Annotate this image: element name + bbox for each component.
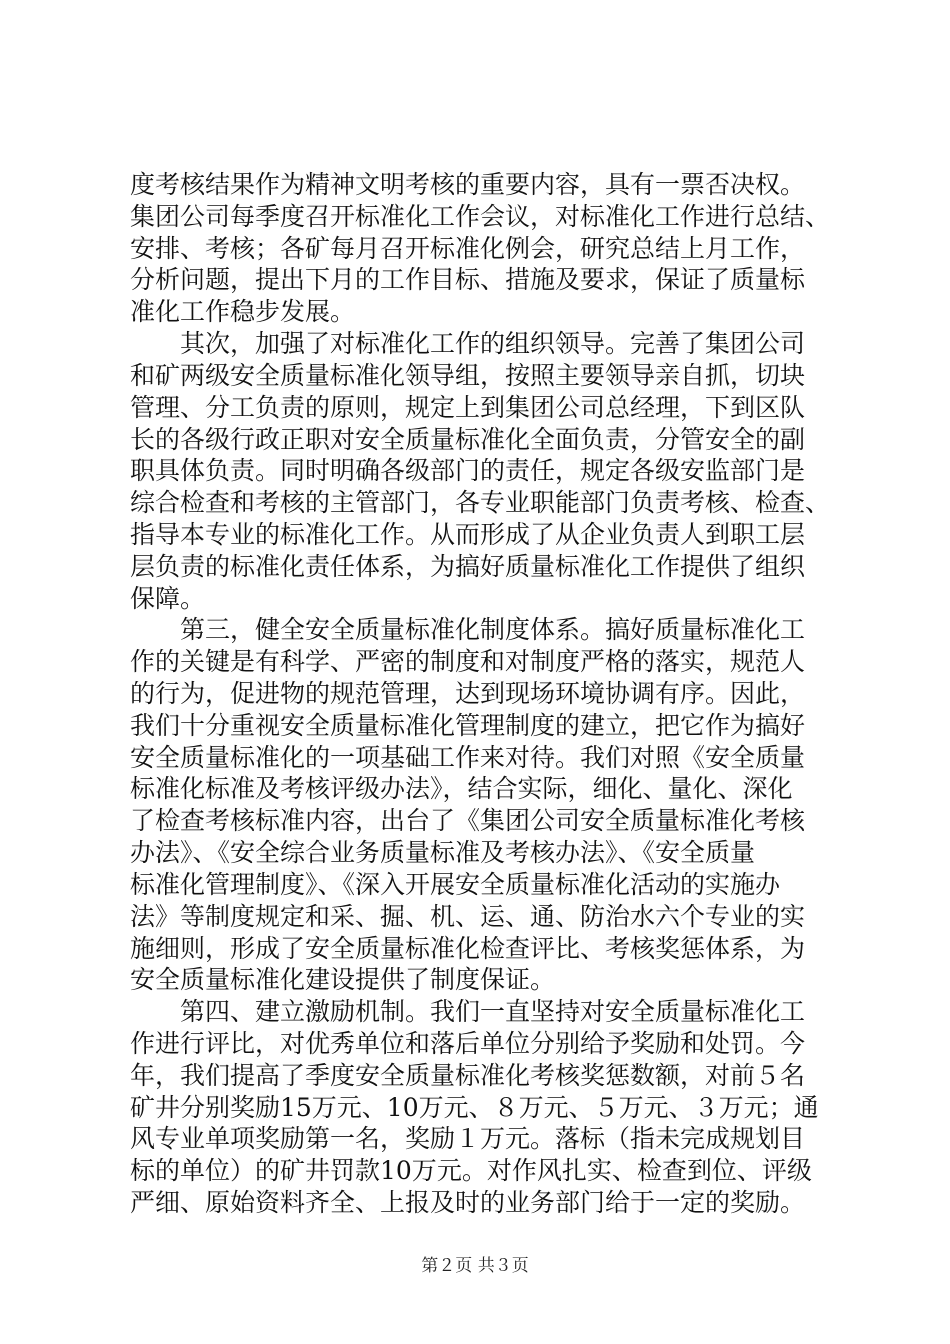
text-line: 管理、分工负责的原则，规定上到集团公司总经理，下到区队 <box>130 393 806 422</box>
text-line: 集团公司每季度召开标准化工作会议，对标准化工作进行总结、 <box>130 202 831 231</box>
text-line: 施细则，形成了安全质量标准化检查评比、考核奖惩体系，为 <box>130 934 806 963</box>
text-line: 严细、原始资料齐全、上报及时的业务部门给于一定的奖励。 <box>130 1188 806 1217</box>
text-line: 保障。 <box>130 584 206 613</box>
text-line: 标准化管理制度》、《深入开展安全质量标准化活动的实施办 <box>130 870 781 899</box>
text-line: 风专业单项奖励第一名，奖励１万元。落标（指未完成规划目 <box>130 1124 806 1153</box>
text-line: 层负责的标准化责任体系，为搞好质量标准化工作提供了组织 <box>130 552 806 581</box>
text-line: 第三，健全安全质量标准化制度体系。搞好质量标准化工 <box>130 615 806 644</box>
text-line: 安全质量标准化建设提供了制度保证。 <box>130 965 556 994</box>
text-line: 第四、建立激励机制。我们一直坚持对安全质量标准化工 <box>130 997 806 1026</box>
text-line: 法》等制度规定和采、掘、机、运、通、防治水六个专业的实 <box>130 902 806 931</box>
text-line: 安排、考核；各矿每月召开标准化例会，研究总结上月工作， <box>130 234 806 263</box>
page-footer: 第２页 共３页 <box>421 1256 529 1276</box>
text-line: 办法》、《安全综合业务质量标准及考核办法》、《安全质量 <box>130 838 756 867</box>
text-line: 作的关键是有科学、严密的制度和对制度严格的落实，规范人 <box>130 647 806 676</box>
text-line: 作进行评比，对优秀单位和落后单位分别给予奖励和处罚。今 <box>130 1029 806 1058</box>
text-line: 职具体负责。同时明确各级部门的责任，规定各级安监部门是 <box>130 456 806 485</box>
text-line: 长的各级行政正职对安全质量标准化全面负责，分管安全的副 <box>130 425 806 454</box>
text-line: 矿井分别奖励15万元、10万元、８万元、５万元、３万元；通 <box>130 1093 819 1122</box>
text-line: 标准化标准及考核评级办法》，结合实际，细化、量化、深化 <box>130 774 793 803</box>
text-line: 我们十分重视安全质量标准化管理制度的建立，把它作为搞好 <box>130 711 806 740</box>
text-line: 分析问题，提出下月的工作目标、措施及要求，保证了质量标 <box>130 265 806 294</box>
text-line: 标的单位）的矿井罚款10万元。对作风扎实、检查到位、评级 <box>130 1156 812 1185</box>
text-line: 和矿两级安全质量标准化领导组，按照主要领导亲自抓，切块 <box>130 361 806 390</box>
text-line: 度考核结果作为精神文明考核的重要内容，具有一票否决权。 <box>130 170 806 199</box>
text-line: 其次，加强了对标准化工作的组织领导。完善了集团公司 <box>130 329 806 358</box>
text-line: 准化工作稳步发展。 <box>130 297 356 326</box>
text-line: 安全质量标准化的一项基础工作来对待。我们对照《安全质量 <box>130 743 806 772</box>
text-line: 综合检查和考核的主管部门，各专业职能部门负责考核、检查、 <box>130 488 831 517</box>
text-line: 年，我们提高了季度安全质量标准化考核奖惩数额，对前５名 <box>130 1061 806 1090</box>
text-line: 了检查考核标准内容，出台了《集团公司安全质量标准化考核 <box>130 806 806 835</box>
text-line: 的行为，促进物的规范管理，达到现场环境协调有序。因此， <box>130 679 806 708</box>
text-line: 指导本专业的标准化工作。从而形成了从企业负责人到职工层 <box>130 520 806 549</box>
